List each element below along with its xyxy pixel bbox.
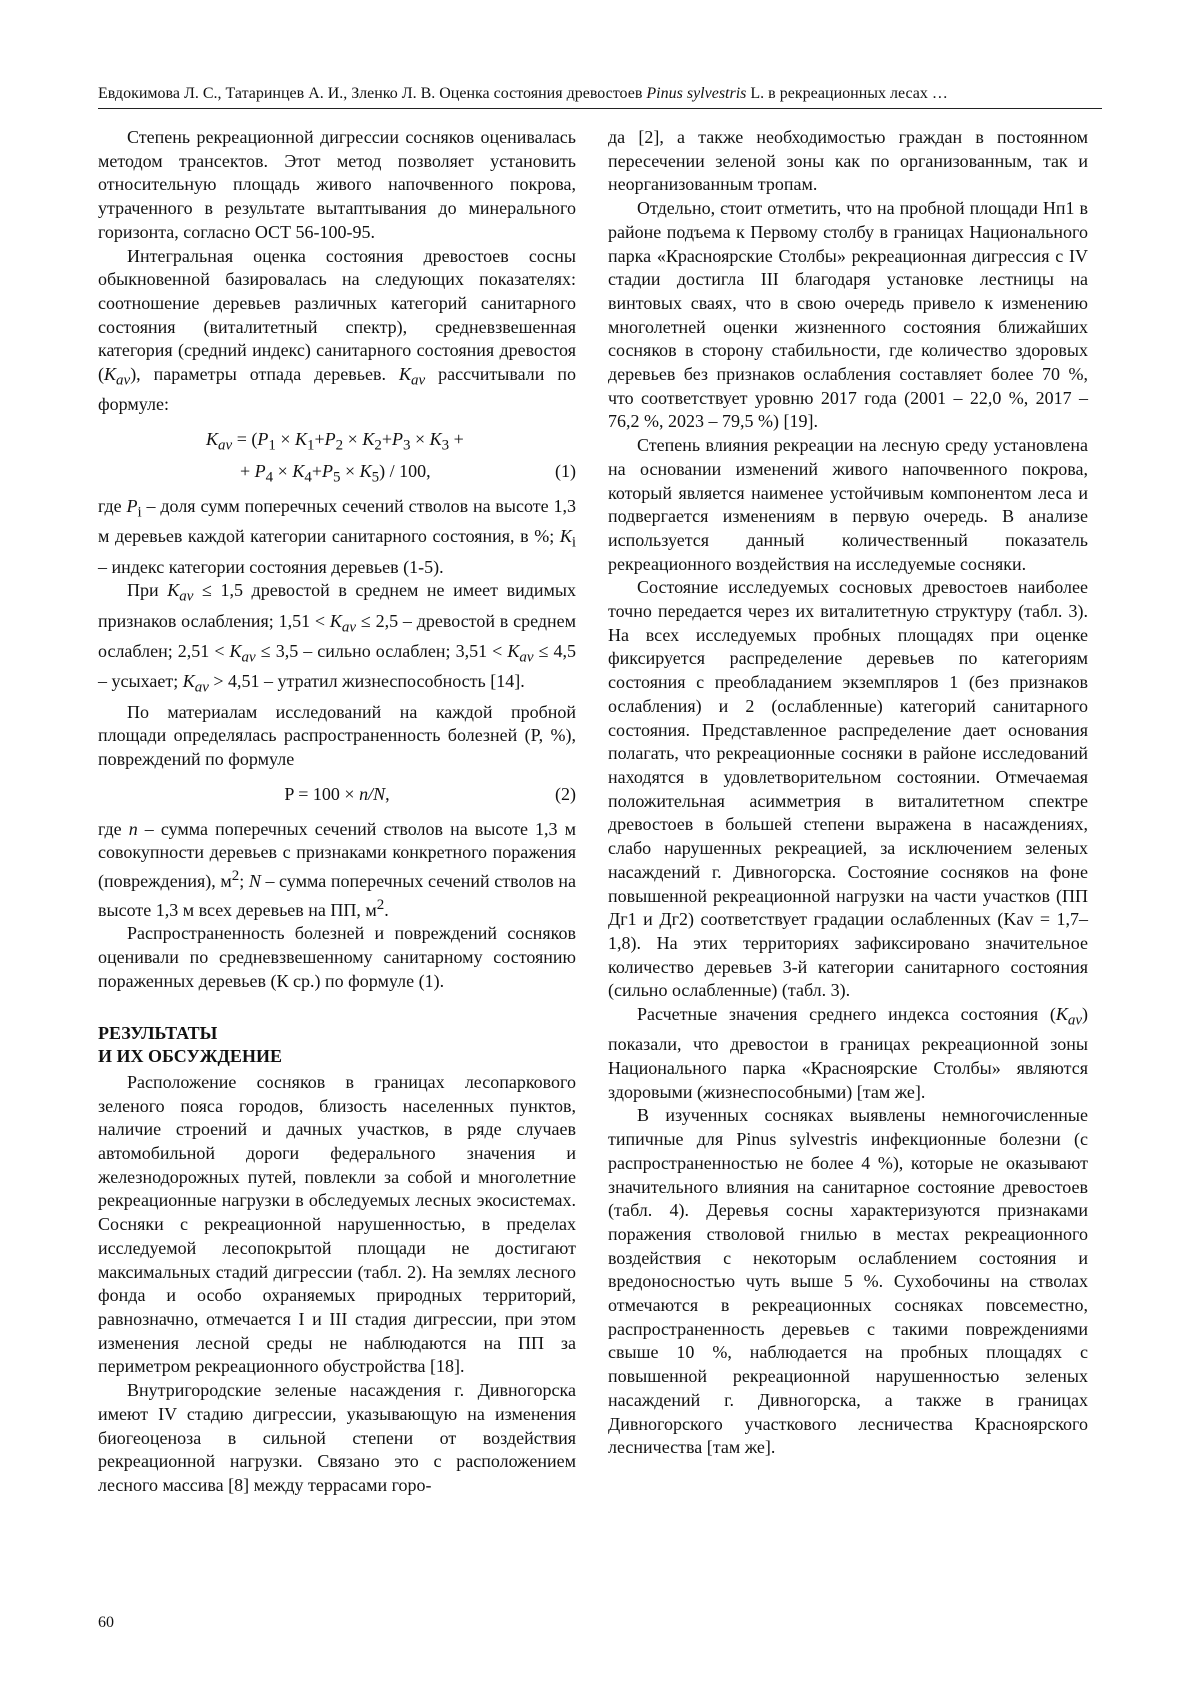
paragraph: В изученных сосняках выявлены немногочисленные типичные для Pinus sylvestris инфекционные болезни (с распространенностью не более 4 %), которые не оказывают значительного влияния на санитарное состояние древостоев (табл. 4). Деревья сосны характеризуются признаками поражения стволовой гнилью в местах рекреационного воздействия с некоторым ослаблением состояния и вредоносностью чуть выше 5 %. Сухобочины на стволах отмечаются в рекреационных сосняках повсеместно, распространенность деревьев с такими повреждениями свыше 10 %, наблюдается на пробных площадях с повышенной рекреационной нарушенностью зеленых насаждений г. Дивногорска, а также в границах Дивногорского участкового лесничества Красноярского лесничества [там же]. — [608, 1105, 1088, 1458]
section-heading: РЕЗУЛЬТАТЫ И ИХ ОБСУЖДЕНИЕ — [98, 1022, 282, 1067]
equation-number: (2) — [555, 783, 576, 804]
species-name: Pinus sylvestris — [646, 85, 747, 102]
paragraph: Отдельно, стоит отметить, что на пробной площади Нп1 в районе подъема к Первому столбу в границах Национального парка «Красноярские Столбы» рекреационная дигрессия с IV стадии достигла III благодаря установке лестницы на винтовых сваях, что в свою очередь привело к изменению многолетней оценки жизненного состояния ближайших сосняков в сторону стабильности, где количество здоровых деревьев без признаков ослабления составляет более 70 %, что соответствует уровню 2017 года (2001 – 22,0 %, 2017 – 76,2 %, 2023 – 79,5 %) [19]. — [608, 198, 1088, 432]
paragraph: Степень рекреационной дигрессии сосняков оценивалась методом трансектов. Этот метод позволяет установить относительную площадь живого напочвенного покрова, утраченного в результате вытаптывания до минерального горизонта, согласно ОСТ 56-100-95. — [98, 127, 576, 242]
equation-number: (1) — [555, 461, 576, 482]
paragraph: По материалам исследований на каждой пробной площади определялась распространенность болезней (P, %), повреждений по формуле — [98, 701, 576, 769]
paragraph: Интегральная оценка состояния древостоев сосны обыкновенной базировалась на следующих показателях: соотношение деревьев различных категорий санитарного состояния (виталитетный спектр), средневзвешенная категория (средний индекс) санитарного состояния древостоя $(K_{av})$, параметры отпада деревьев. $K_{av}$ рассчитывали по формуле: — [98, 245, 576, 415]
paragraph: При $K_{av} \le 1,5$ древостой в среднем не имеет видимых признаков ослабления; $1,51 < K_{av} \le 2,5$ – древостой в среднем ослаблен; $2,51 < K_{av} \le 3,5$ – сильно ослаблен; $3,51 < K_{av} \le 4,5$ – усыхает; $K_{av} > 4,51$ – утратил жизнеспособность [14]. — [98, 580, 576, 696]
formula-1: $K_{av} = (P_1 \times K_1+P_2 \times K_2+P_3 \times K_3$ + + $P_4 \times K_4+P_5 \times K_5) / 100$, (1) — [206, 429, 576, 486]
paragraph: где n – сумма поперечных сечений стволов на высоте 1,3 м совокупности деревьев с признаками конкретного поражения (повреждения), $м^2$; N – сумма поперечных сечений стволов на высоте 1,3 м всех деревьев на ПП, $м^2$. — [98, 818, 576, 920]
paragraph: да [2], а также необходимостью граждан в постоянном пересечении зеленой зоны как по организованным, так и неорганизованным тропам. — [608, 127, 1088, 195]
right-column — [608, 126, 1088, 1460]
paragraph: Распространенность болезней и повреждений сосняков оценивали по средневзвешенному санитарному состоянию пораженных деревьев (К ср.) по формуле (1). — [98, 923, 576, 991]
left-column — [98, 126, 576, 1498]
header-divider — [98, 108, 1102, 109]
paragraph: Расчетные значения среднего индекса состояния $(K_{av})$ показали, что древостои в границах рекреационной зоны Национального парка «Красноярские Столбы» являются здоровыми (жизнеспособными) [там же]. — [608, 1004, 1088, 1102]
page-number: 60 — [98, 1614, 114, 1631]
paragraph: Внутригородские зеленые насаждения г. Дивногорска имеют IV стадию дигрессии, указывающую на изменения биогеоценоза в сильной степени от воздействия рекреационной нагрузки. Связано это с расположением лесного массива [8] между террасами горо- — [98, 1380, 576, 1495]
paragraph: где $P_i$ – доля сумм поперечных сечений стволов на высоте 1,3 м деревьев каждой категории санитарного состояния, в %; $K_i$ – индекс категории состояния деревьев (1-5). — [98, 496, 576, 577]
paragraph: Степень влияния рекреации на лесную среду установлена на основании изменений живого напочвенного покрова, который является наименее устойчивым компонентом леса и подвергается изменениям в первую очередь. В анализе используется данный количественный показатель рекреационного воздействия на исследуемые сосняки. — [608, 435, 1088, 574]
running-header: Евдокимова Л. С., Татаринцев А. И., Зленко Л. В. Оценка состояния древостоев Pinus sylvestris L. в рекреационных лесах … — [98, 85, 948, 102]
paragraph: Состояние исследуемых сосновых древостоев наиболее точно передается через их виталитетную структуру (табл. 3). На всех исследуемых пробных площадях при оценке фиксируется распределение деревьев по категориям состояния с преобладанием экземпляров 1 (без признаков ослабления) и 2 (ослабленные) категорий санитарного состояния. Представленное распределение дает основания полагать, что рекреационные сосняки в районе исследований находятся в удовлетворительном состоянии. Отмечаемая положительная асимметрия в виталитетном спектре древостоев в большей степени выражена в насаждениях, слабо нарушенных рекреацией, за исключением зеленых насаждений г. Дивногорска. Состояние сосняков на фоне повышенной рекреационной нагрузки на части участков (ПП Дг1 и Дг2) соответствует градации ослабленных (Kav = 1,7–1,8). На этих территориях зафиксировано значительное количество деревьев 3-й категории санитарного состояния (сильно ослабленные) (табл. 3). — [608, 577, 1088, 1001]
formula-2: P = 100 × n/N, (2) — [98, 778, 576, 810]
paragraph: Расположение сосняков в границах лесопаркового зеленого пояса городов, близость населенных пунктов, наличие строений и дачных участков, в ряде случаев автомобильной дороги федерального значения и железнодорожных путей, повлекли за собой и многолетние рекреационные нагрузки в обследуемых лесных экосистемах. Сосняки с рекреационной нарушенностью, в пределах исследуемой лесопокрытой площади не достигают максимальных стадий дигрессии (табл. 2). На землях лесного фонда и особо охраняемых природных территорий, равнозначно, отмечается I и III стадия дигрессии, при этом изменения лесной среды не наблюдаются на ПП за периметром рекреационного обустройства [18]. — [98, 1071, 576, 1377]
